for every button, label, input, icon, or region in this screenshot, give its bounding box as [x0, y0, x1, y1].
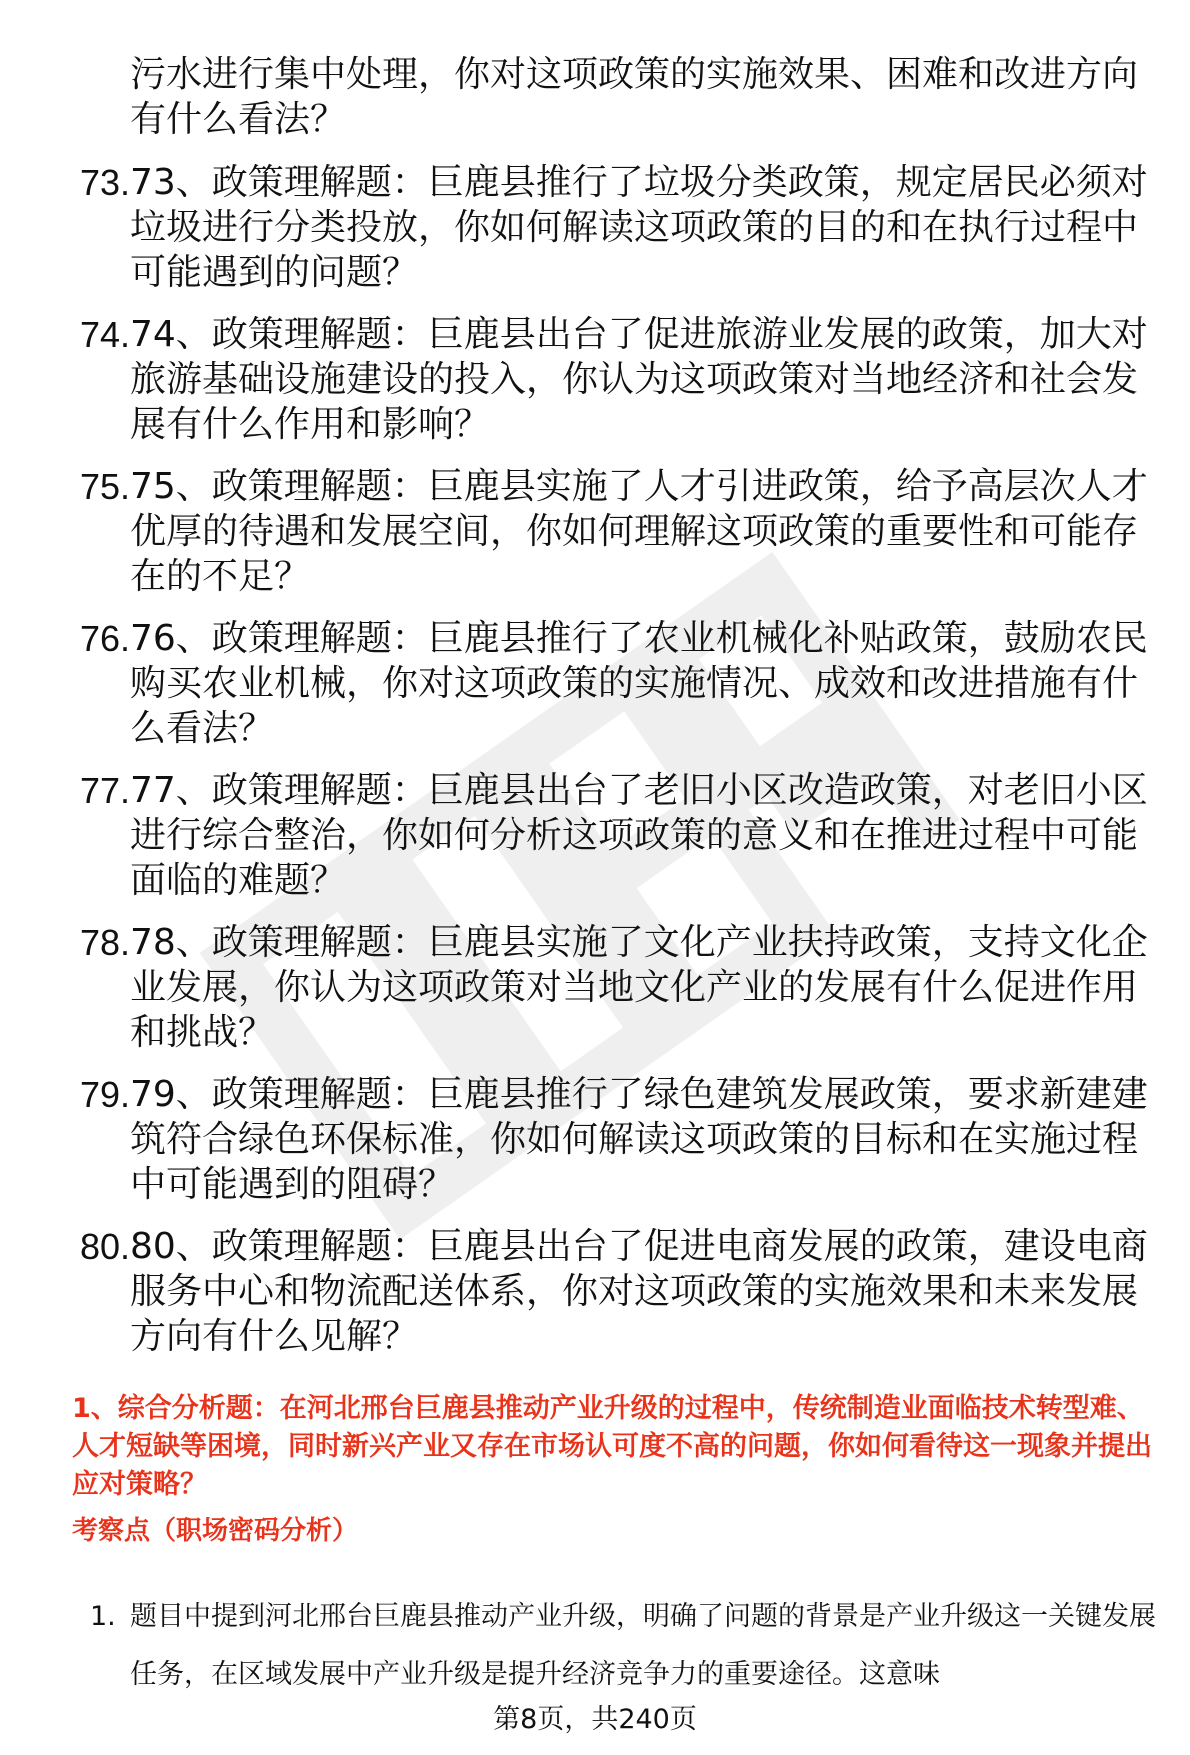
question-number: 76. [79, 618, 130, 659]
point-number: 1. [90, 1601, 116, 1632]
list-item [58, 616, 1168, 751]
point-text: 题目中提到河北邢台巨鹿县推动产业升级，明确了问题的背景是产业升级这一关键发展任务，在区域发展中产业升级是提升经济竞争力的重要途径。这意味 [130, 1601, 1156, 1690]
analysis-point [90, 1588, 1160, 1704]
question-text: 75、政策理解题：巨鹿县实施了人才引进政策，给予高层次人才优厚的待遇和发展空间，你如何理解这项政策的重要性和可能存在的不足？ [130, 466, 1148, 597]
list-item [58, 1072, 1168, 1207]
question-text: 79、政策理解题：巨鹿县推行了绿色建筑发展政策，要求新建建筑符合绿色环保标准，你如何解读这项政策的目标和在实施过程中可能遇到的阻碍？ [130, 1074, 1148, 1205]
question-text: 76、政策理解题：巨鹿县推行了农业机械化补贴政策，鼓励农民购买农业机械，你对这项政策的实施情况、成效和改进措施有什么看法？ [130, 618, 1148, 749]
question-number: 73. [79, 162, 130, 203]
question-number: 77. [79, 770, 130, 811]
question-number: 74. [79, 314, 130, 355]
question-number: 80. [79, 1226, 130, 1267]
question-list [58, 160, 1168, 1376]
question-number: 79. [79, 1074, 130, 1115]
list-item [58, 920, 1168, 1055]
question-text: 80、政策理解题：巨鹿县出台了促进电商发展的政策，建设电商服务中心和物流配送体系，你对这项政策的实施效果和未来发展方向有什么见解？ [130, 1226, 1148, 1357]
list-item [58, 312, 1168, 447]
question-number: 75. [79, 466, 130, 507]
question-number: 78. [79, 922, 130, 963]
question-text: 77、政策理解题：巨鹿县出台了老旧小区改造政策，对老旧小区进行综合整治，你如何分析这项政策的意义和在推进过程中可能面临的难题？ [130, 770, 1148, 901]
section-heading: 考察点（职场密码分析） [72, 1516, 359, 1546]
question-text: 78、政策理解题：巨鹿县实施了文化产业扶持政策，支持文化企业发展，你认为这项政策对当地文化产业的发展有什么促进作用和挑战？ [130, 922, 1148, 1053]
question-text: 74、政策理解题：巨鹿县出台了促进旅游业发展的政策，加大对旅游基础设施建设的投入，你认为这项政策对当地经济和社会发展有什么作用和影响？ [130, 314, 1148, 445]
analysis-question: 1、综合分析题：在河北邢台巨鹿县推动产业升级的过程中，传统制造业面临技术转型难、人才短缺等困境，同时新兴产业又存在市场认可度不高的问题，你如何看待这一现象并提出应对策略？ [72, 1393, 1152, 1500]
list-item [58, 160, 1168, 295]
question-continuation: 污水进行集中处理，你对这项政策的实施效果、困难和改进方向有什么看法？ [130, 54, 1139, 140]
page-footer: 第8页，共240页 [493, 1704, 697, 1735]
list-item [58, 768, 1168, 903]
list-item [58, 464, 1168, 599]
list-item [58, 1224, 1168, 1359]
question-text: 73、政策理解题：巨鹿县推行了垃圾分类政策，规定居民必须对垃圾进行分类投放，你如何解读这项政策的目的和在执行过程中可能遇到的问题？ [130, 162, 1148, 293]
